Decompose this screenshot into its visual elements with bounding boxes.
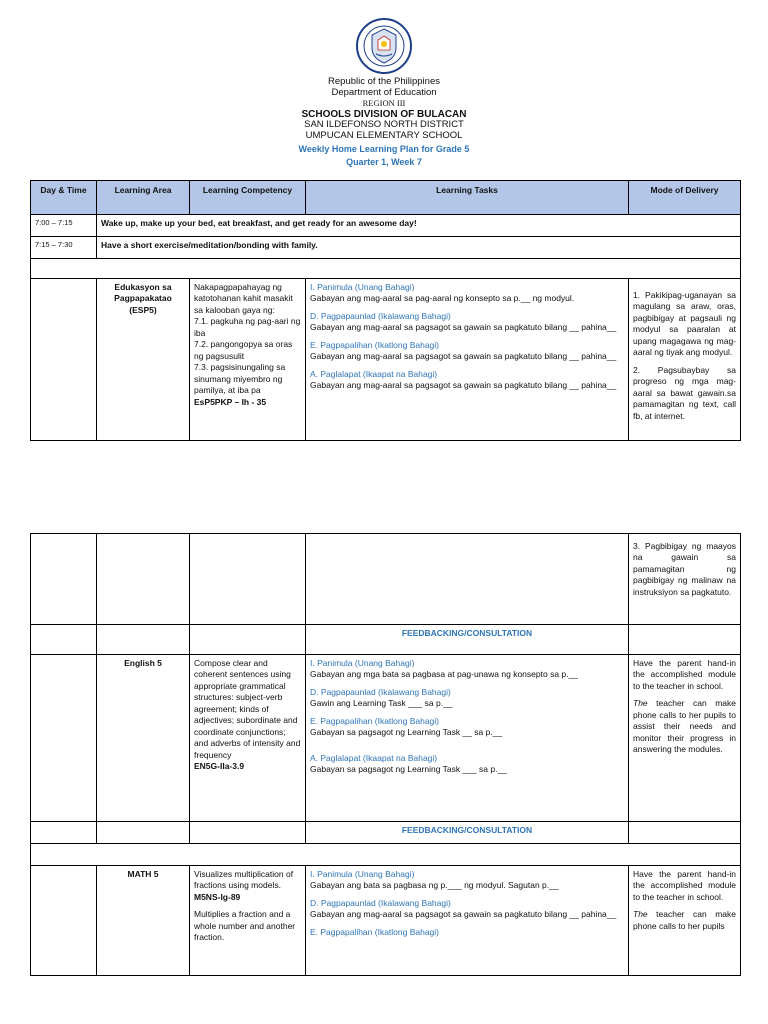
esp-mode-of-delivery-continued: 3. Pagbibigay ng maayos na gawain sa pamamagitan ng pagbibigay ng malinaw na instruksiyon sa pagkatuto. [629,534,741,625]
blank-row [31,259,741,279]
plan-title: Weekly Home Learning Plan for Grade 5 [298,143,470,154]
english-tasks: I. Panimula (Unang Bahagi) Gabayan ang mga bata sa pagbasa at pag-unawa ng konsepto sa p.__ D. Pagpapaunlad (Ikalawang Bahagi) Gawin ang Learning Task ___ sa p.__ E. Pagpapalihan (Ikatlong Bahagi) Gabayan sa pagsagot ng Learning Task __ sa p.__ A. Paglalapat (Ikaapat na Bahagi) Gabayan sa pagsagot ng Learning Task ___ sa p.__ [306,655,629,822]
header-learning-area: Learning Area [97,181,190,215]
feedback-row [31,822,741,844]
learning-plan-table-2 [30,533,741,976]
math-tasks: I. Panimula (Unang Bahagi) Gabayan ang bata sa pagbasa ng p.___ ng modyul. Sagutan p.__ D. Pagpapaunlad (Ikalawang Bahagi) Gabayan ang mag-aaral sa pagsagot sa gawain sa pagkatuto bilang __ pahina__ E. Pagpapalihan (Ikatlong Bahagi) [306,866,629,976]
deped-seal-logo [356,18,412,74]
esp-mode-of-delivery: 1. Pakikipag-uganayan sa magulang sa araw, oras, pagbibigay at pagsauli ng modyul sa paaralan at upang magagawa ng mag-aaral ng tiyak ang modyul. 2. Pagsubaybay sa progreso ng mga mag-aaral sa bawat gawain.sa pamamagitan ng text, call fb, at internet. [629,279,741,441]
feedback-row [31,625,741,655]
blank-row [31,844,741,866]
document-header [0,77,768,168]
republic-line: Republic of the Philippines [328,76,440,87]
english-learning-area: English 5 [97,655,190,822]
english-row [31,655,741,822]
math-competency: Visualizes multiplication of fractions using models. M5NS-Ig-89 Multiplies a fraction and a whole number and another fraction. [190,866,306,976]
math-code: M5NS-Ig-89 [194,891,241,902]
feedback-label: FEEDBACKING/CONSULTATION [306,625,629,655]
school-line: UMPUCAN ELEMENTARY SCHOOL [305,130,463,142]
math-learning-area: MATH 5 [97,866,190,976]
math-row [31,866,741,976]
division-line: SCHOOLS DIVISION OF BULACAN [301,108,467,120]
header-mode-of-delivery: Mode of Delivery [629,181,741,215]
quarter-line: Quarter 1, Week 7 [346,157,422,168]
table-header-row [31,181,741,215]
feedback-label: FEEDBACKING/CONSULTATION [306,822,629,844]
schedule-time: 7:00 – 7:15 [31,215,97,237]
header-learning-tasks: Learning Tasks [306,181,629,215]
region-line: REGION III [362,97,406,108]
schedule-time: 7:15 – 7:30 [31,237,97,259]
esp-tasks: I. Panimula (Unang Bahagi) Gabayan ang mag-aaral sa pag-aaral ng konsepto sa p.__ ng modyul. D. Pagpapaunlad (Ikalawang Bahagi) Gabayan ang mag-aaral sa pagsagot sa gawain sa pagkatuto bilang __ pahina__ E. Pagpapalihan (Ikatlong Bahagi) Gabayan ang mag-aaral sa pagsagot sa gawain sa pagkatuto bilang __ pahina__ A. Paglalapat (Ikaapat na Bahagi) Gabayan ang mag-aaral sa pagsagot sa gawain sa pagkatuto bilang __ pahina__ [306,279,629,441]
department-line: Department of Education [331,86,437,98]
schedule-activity: Have a short exercise/meditation/bonding with family. [97,237,741,259]
english-competency: Compose clear and coherent sentences using appropriate grammatical structures: subject-verb agreement; kinds of adjectives; subordinate and coordinate conjunctions; and adverbs of intensity and frequency EN5G-IIa-3.9 [190,655,306,822]
header-learning-competency: Learning Competency [190,181,306,215]
schedule-activity: Wake up, make up your bed, eat breakfast, and get ready for an awesome day! [97,215,741,237]
esp-continued-row [31,534,741,625]
schedule-row [31,237,741,259]
esp-learning-area: Edukasyon sa Pagpapakatao (ESP5) [97,279,190,441]
math-mode-of-delivery: Have the parent hand-in the accomplished module to the teacher in school. The teacher can make phone calls to her pupils [629,866,741,976]
learning-plan-table-1 [30,180,741,441]
english-mode-of-delivery: Have the parent hand-in the accomplished module to the teacher in school. The teacher can make phone calls to her pupils to assist their needs and monitor their progress in answering the modules. [629,655,741,822]
esp-code: EsP5PKP – Ih - 35 [194,396,267,407]
esp-competency: Nakapagpapahayag ng katotohanan kahit masakit sa kalooban gaya ng: 7.1. pagkuha ng pag-aari ng iba 7.2. pangongopya sa oras ng pagsusulit 7.3. pagsisinungaling sa sinumang miyembro ng pamilya, at iba pa EsP5PKP – Ih - 35 [190,279,306,441]
esp-row [31,279,741,441]
english-code: EN5G-IIa-3.9 [194,761,245,772]
schedule-row [31,215,741,237]
header-day-time: Day & Time [31,181,97,215]
district-line: SAN ILDEFONSO NORTH DISTRICT [304,119,464,131]
